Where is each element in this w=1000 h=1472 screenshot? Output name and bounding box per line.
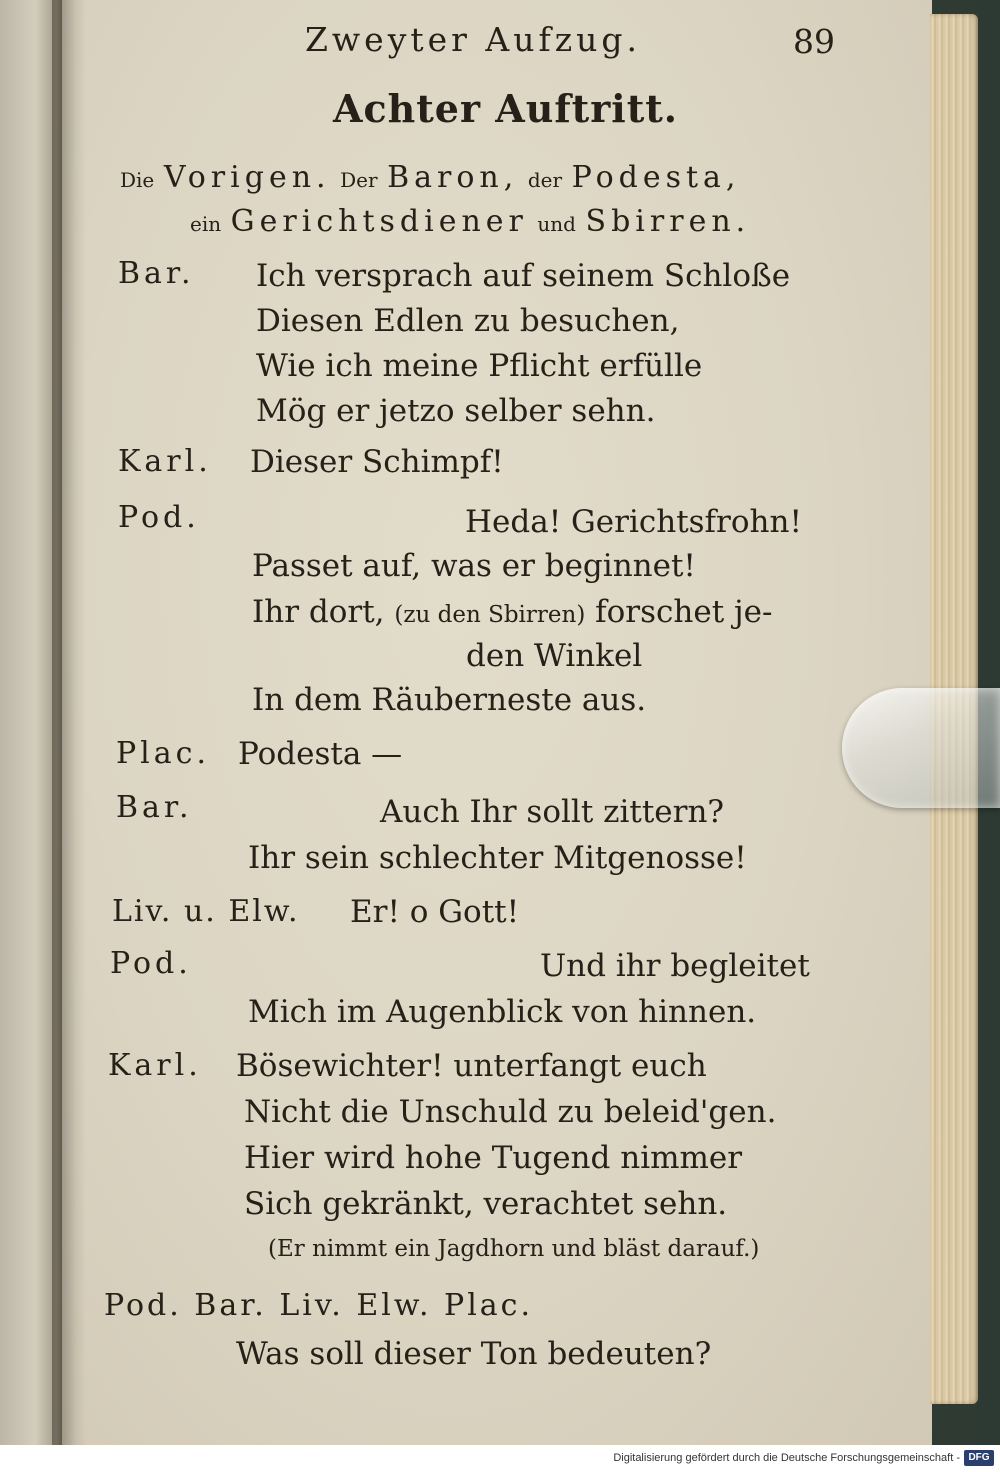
cast-word: Sbirren. (585, 204, 751, 239)
speaker-label: Karl. (108, 1048, 202, 1083)
verse-line: Podesta — (238, 736, 403, 772)
verse-line: den Winkel (466, 638, 643, 674)
verse-line: Was soll dieser Ton bedeuten? (236, 1336, 712, 1372)
verse-line: Mich im Augenblick von hinnen. (248, 994, 757, 1030)
page-number: 89 (793, 22, 835, 61)
speaker-label: Liv. u. Elw. (112, 894, 300, 929)
verse-line: Ich versprach auf seinem Schloße (256, 258, 791, 294)
verse-line: Wie ich meine Pflicht erfülle (256, 348, 703, 384)
cast-line-2 (190, 204, 750, 239)
stage-direction: (zu den Sbirren) (394, 602, 586, 628)
verse-line: Mög er jetzo selber sehn. (256, 393, 656, 429)
gutter-shadow (52, 0, 86, 1445)
cast-word: Baron, (387, 160, 519, 195)
cast-word: Die (120, 168, 155, 192)
verse-text: Ihr dort, (252, 594, 385, 630)
cast-line-1 (120, 160, 740, 195)
verse-line: Auch Ihr sollt zittern? (380, 794, 725, 830)
glass-page-clip (842, 688, 1000, 808)
cast-word: ein (190, 212, 222, 236)
dfg-logo: DFG (964, 1450, 994, 1466)
verse-text: forschet je- (595, 594, 773, 630)
scene-title: Achter Auftritt. (333, 86, 679, 131)
speaker-label: Plac. (116, 736, 211, 771)
cast-word: Vorigen. (163, 160, 331, 195)
cast-word: der (527, 168, 563, 192)
verse-line (252, 594, 772, 630)
speaker-label: Bar. (118, 256, 195, 291)
verse-line: Ihr sein schlechter Mitgenosse! (248, 840, 747, 876)
verse-line: In dem Räuberneste aus. (252, 682, 647, 718)
verse-line: Hier wird hohe Tugend nimmer (244, 1140, 743, 1176)
verse-line: Sich gekränkt, verachtet sehn. (244, 1186, 728, 1222)
speaker-label: Karl. (118, 444, 212, 479)
speaker-label: Bar. (116, 790, 193, 825)
cast-word: Der (340, 168, 378, 192)
verse-line: Diesen Edlen zu besuchen, (256, 303, 680, 339)
speaker-label: Pod. Bar. Liv. Elw. Plac. (104, 1288, 534, 1323)
verse-line: Bösewichter! unterfangt euch (236, 1048, 707, 1084)
verse-line: Dieser Schimpf! (250, 444, 504, 480)
cast-word: Podesta, (571, 160, 741, 195)
cast-word: und (537, 212, 576, 236)
running-title: Zweyter Aufzug. (305, 20, 641, 59)
speaker-label: Pod. (118, 500, 200, 535)
stage-direction: (Er nimmt ein Jagdhorn und bläst darauf.) (268, 1236, 760, 1262)
cast-word: Gerichtsdiener (230, 204, 528, 239)
verse-line: Heda! Gerichtsfrohn! (465, 504, 802, 540)
speaker-label: Pod. (110, 946, 192, 981)
verse-line: Er! o Gott! (350, 894, 520, 930)
verse-line: Und ihr begleitet (540, 948, 810, 984)
verse-line: Nicht die Unschuld zu beleid'gen. (244, 1094, 777, 1130)
verse-line: Passet auf, was er beginnet! (252, 548, 696, 584)
footer-credit: Digitalisierung gefördert durch die Deutsche Forschungsgemeinschaft - (613, 1452, 960, 1464)
